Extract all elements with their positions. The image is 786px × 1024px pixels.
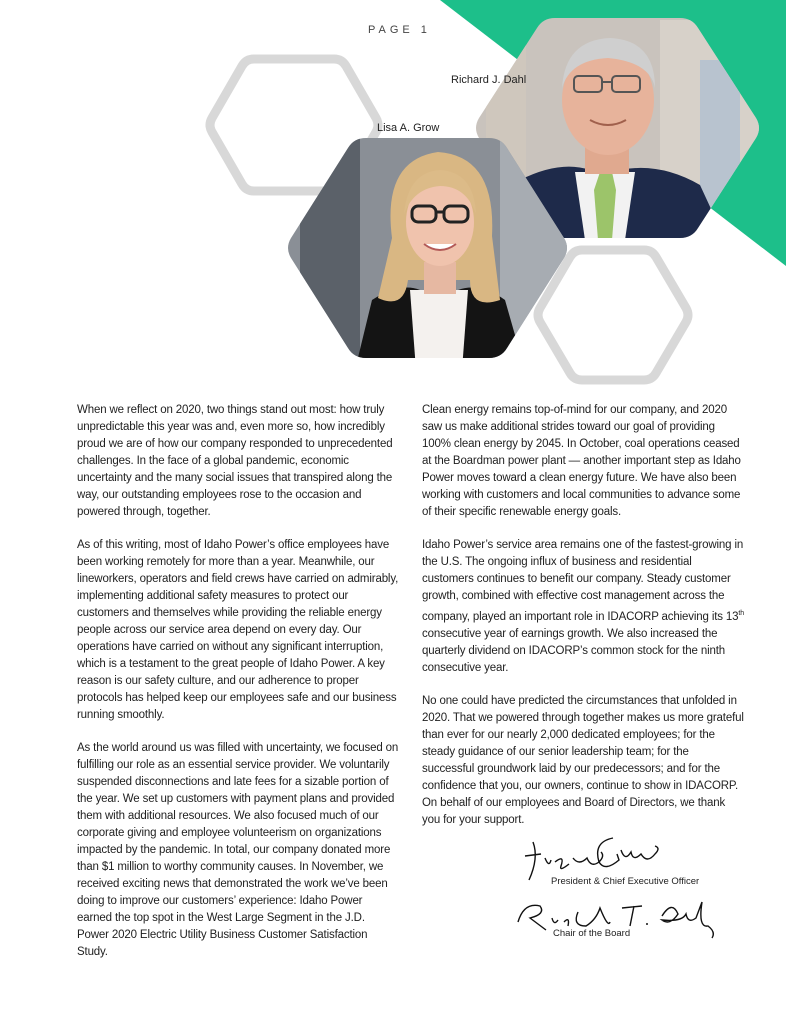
letter-paragraph — [422, 537, 744, 677]
letter-paragraph: Clean energy remains top-of-mind for our company, and 2020 saw us make additional strides toward our goal of providing 100% clean energy by 2045. In October, coal operations ceased at the Boardman power plant — another important step as Idaho Power moves toward a clean energy future. We have also been working with customers and local communities to advance some of their specific renewable energy goals. — [422, 404, 741, 518]
letter-paragraph: As the world around us was filled with uncertainty, we focused on fulfilling our role as an essential service provider. We voluntarily suspended disconnections and late fees for a sizable portion of the year. We set up customers with payment plans and provided them with additional resources. We also focused much of our corporate giving and employee volunteerism on organizations impacted by the pandemic. In total, our company donated more than $1 million to worthy community causes. In November, we received exciting news that demonstrated the work we’ve been doing to improve our customers’ experience: Idaho Power earned the top spot in the West Large Segment in the J.D. Power 2020 Electric Utility Business Customer Satisfaction Study. — [77, 742, 399, 958]
letter-left-column — [77, 402, 399, 977]
page-number: PAGE 1 — [368, 24, 431, 36]
letter-right-column — [422, 402, 744, 845]
caption-lisa-grow: Lisa A. Grow — [377, 122, 440, 134]
letter-paragraph: As of this writing, most of Idaho Power’s office employees have been working remotely for more than a year. Meanwhile, our lineworkers, operators and field crews have carried on admirably, implementing additional safety measures to protect our customers and themselves while providing the reliable energy people across our service area depend on every day. Our operations have carried on without any significant interruption, which is a testament to the great people of Idaho Power. A key reason is our safety culture, and our adherence to proper protocols has helped keep our employees safe and our business running smoothly. — [77, 539, 399, 721]
title-president-ceo: President & Chief Executive Officer — [551, 876, 700, 887]
paragraph-text: Idaho Power’s service area remains one of the fastest-growing in the U.S. The ongoing influx of business and residential customers continues to benefit our company. Steady customer growth, combined with effective cost management across the company, played an important role in IDACORP achieving its 13 — [422, 539, 744, 623]
paragraph-text: consecutive year of earnings growth. We also increased the quarterly dividend on IDACORP’s common stock for the ninth consecutive year. — [422, 627, 726, 674]
caption-richard-dahl: Richard J. Dahl — [451, 74, 527, 86]
ordinal-suffix: th — [738, 610, 744, 617]
hexagon-outline-bottom-right — [538, 250, 688, 380]
hexagon-photo-collage — [0, 0, 786, 400]
letter-paragraph: When we reflect on 2020, two things stand out most: how truly unpredictable this year was and, even more so, how incredibly proud we are of how our company responded to unprecedented challenges. In the face of a global pandemic, economic uncertainty and the many social issues that transpired along the way, our outstanding employees rose to the occasion and powered through, together. — [77, 404, 393, 518]
letter-paragraph: No one could have predicted the circumstances that unfolded in 2020. That we powered through together makes us more grateful than ever for our nearly 2,000 dedicated employees; for the steady guidance of our senior leadership team; for the successful groundwork laid by our predecessors; and for the confidence that you, our owners, continue to show in IDACORP. On behalf of our employees and Board of Directors, we thank you for your support. — [422, 694, 744, 826]
title-chair-of-board: Chair of the Board — [553, 928, 631, 939]
